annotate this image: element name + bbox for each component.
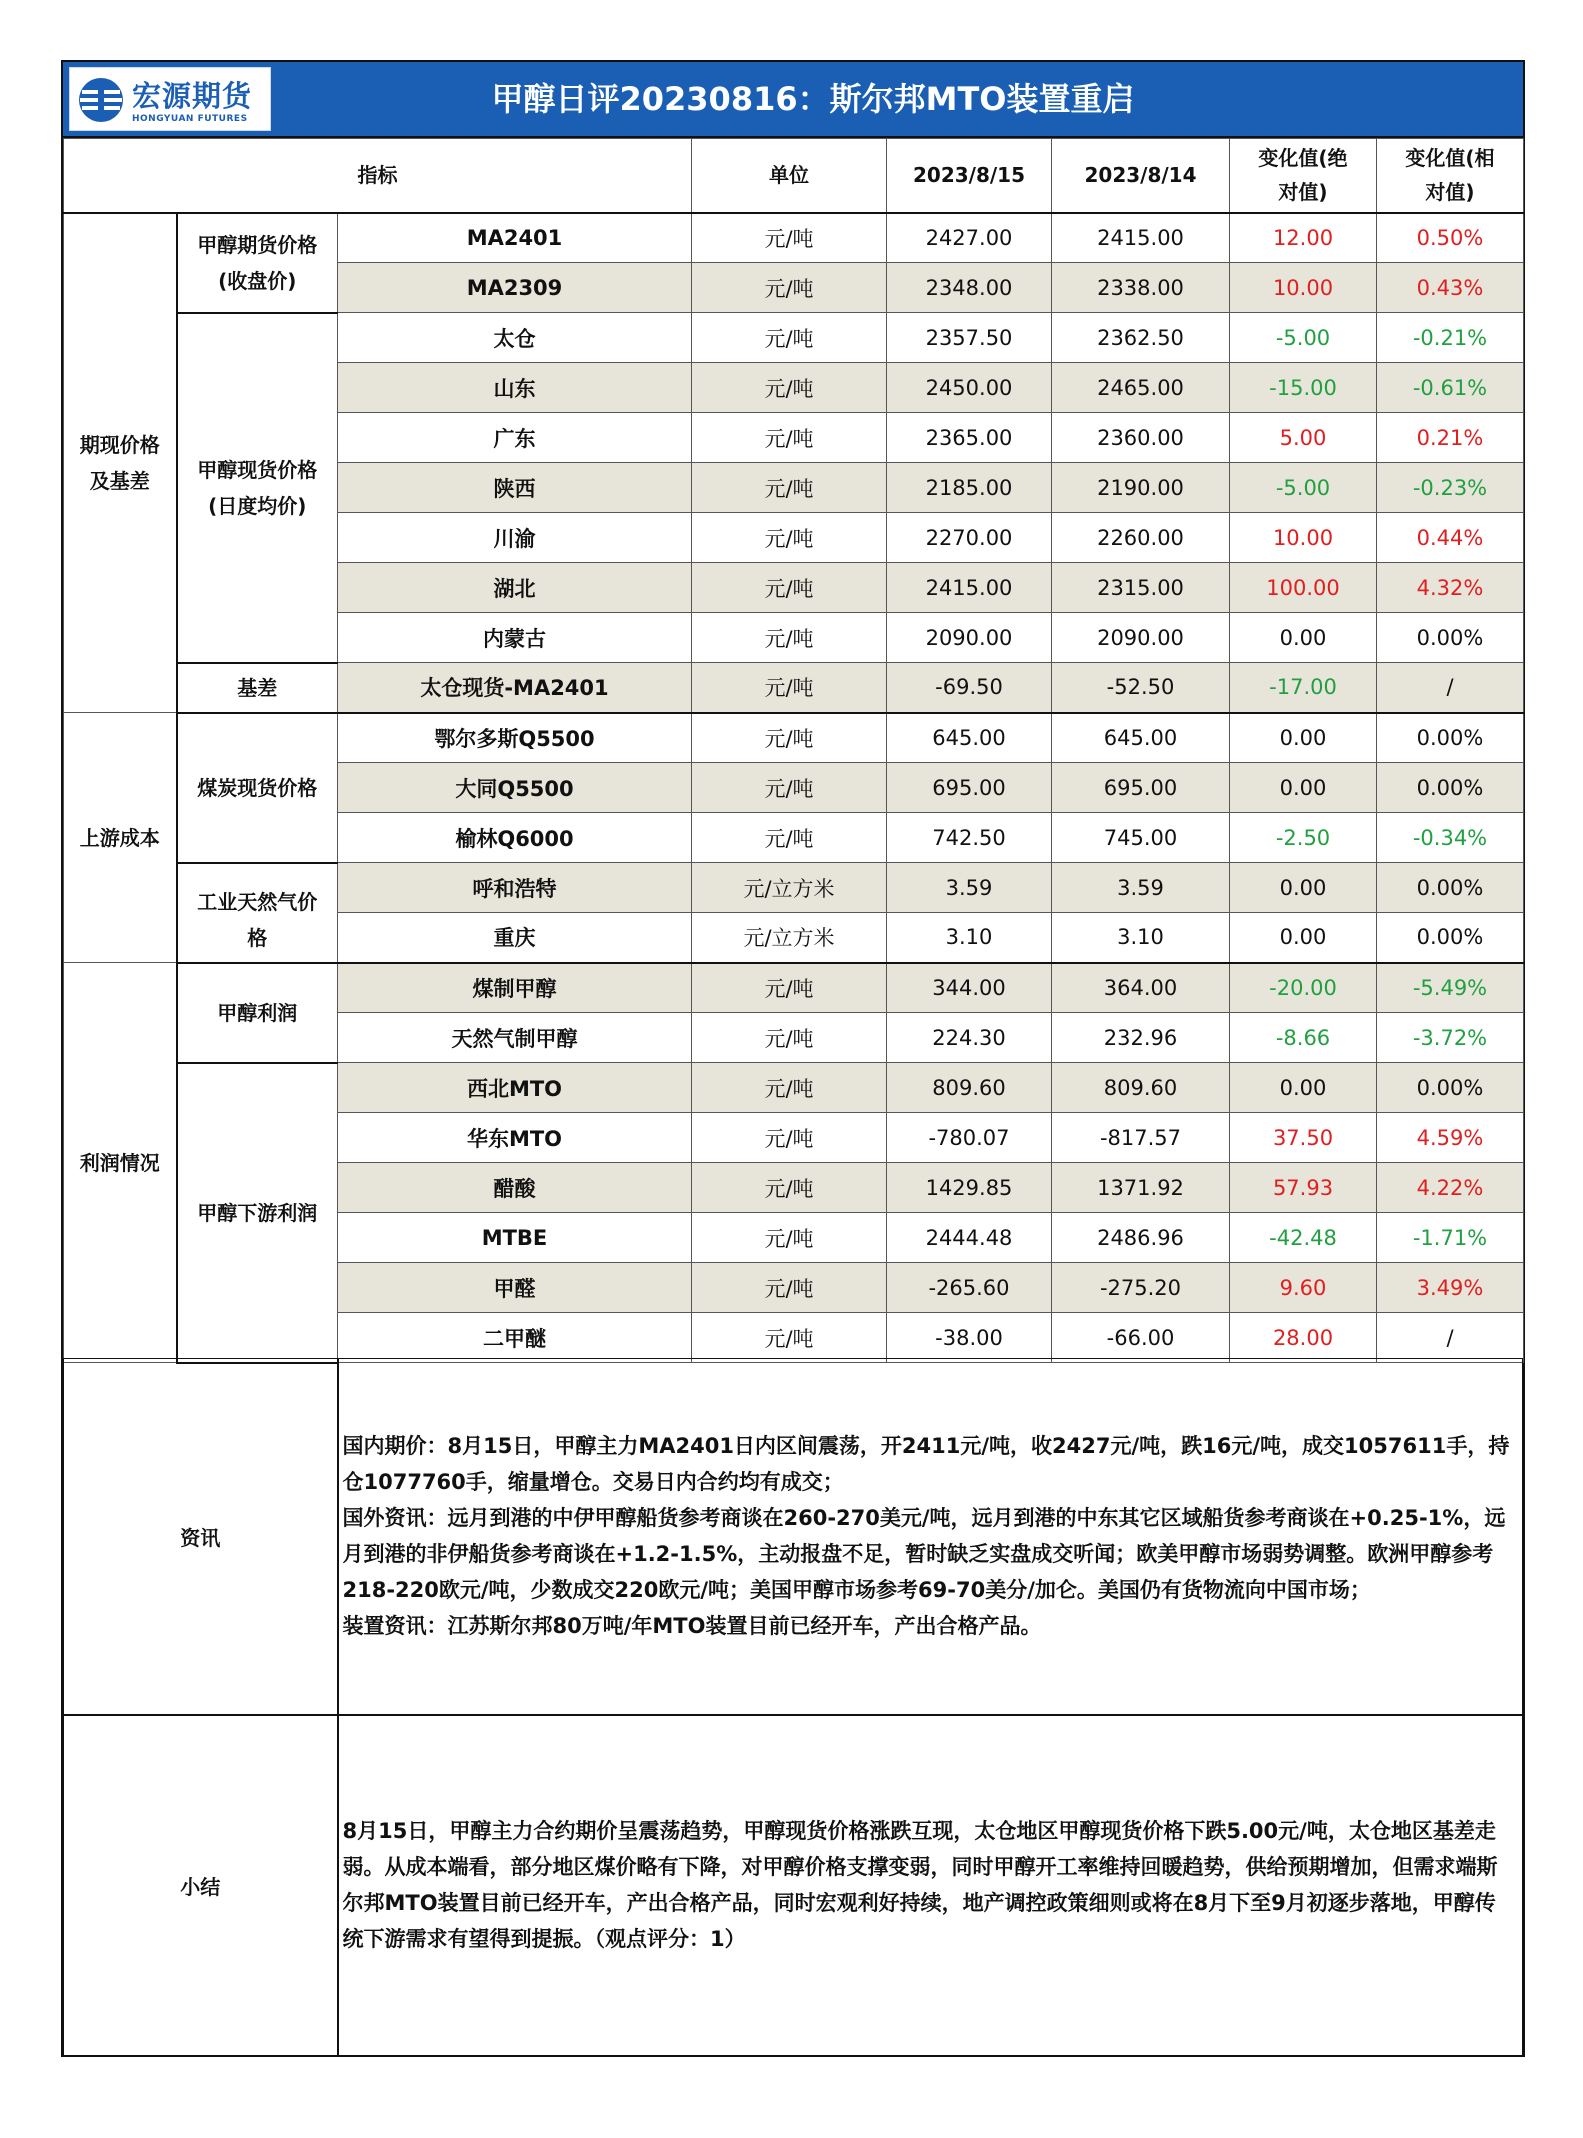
subcategory-label: 甲醇现货价格(日度均价): [177, 313, 338, 663]
indicator-name: 川渝: [338, 513, 692, 563]
page-title: 甲醇日评20230816：斯尔邦MTO装置重启: [491, 80, 1135, 118]
value-date-1: 3.10: [887, 913, 1052, 963]
abs-change-cell: 12.00: [1230, 213, 1377, 263]
value-date-1: 2450.00: [887, 363, 1052, 413]
unit-cell: 元/立方米: [692, 863, 887, 913]
value-date-1: 742.50: [887, 813, 1052, 863]
value-date-2: 2415.00: [1052, 213, 1230, 263]
indicator-name: 重庆: [338, 913, 692, 963]
value-date-2: 2090.00: [1052, 613, 1230, 663]
indicator-name: MTBE: [338, 1213, 692, 1263]
unit-cell: 元/吨: [692, 513, 887, 563]
abs-change-cell: -15.00: [1230, 363, 1377, 413]
header-rel-change: 变化值(相对值): [1377, 139, 1524, 213]
rel-change-cell: -0.23%: [1377, 463, 1524, 513]
unit-cell: 元/吨: [692, 713, 887, 763]
value-date-1: 344.00: [887, 963, 1052, 1013]
table-row: [64, 713, 1524, 763]
value-date-1: 2348.00: [887, 263, 1052, 313]
news-body: [338, 1359, 1523, 1715]
indicator-name: 大同Q5500: [338, 763, 692, 813]
value-date-1: 2270.00: [887, 513, 1052, 563]
abs-change-cell: -8.66: [1230, 1013, 1377, 1063]
value-date-1: -69.50: [887, 663, 1052, 713]
rel-change-cell: 0.00%: [1377, 713, 1524, 763]
value-date-1: 1429.85: [887, 1163, 1052, 1213]
value-date-1: 2185.00: [887, 463, 1052, 513]
unit-cell: 元/吨: [692, 1063, 887, 1113]
logo-mark-icon: [76, 76, 126, 124]
news-paragraph: 国外资讯：远月到港的中伊甲醇船货参考商谈在260-270美元/吨，远月到港的中东其它区域船货参考商谈在+0.25-1%，远月到港的非伊船货参考商谈在+1.2-1.5%，主动报盘不足，暂时缺乏实盘成交听闻；欧美甲醇市场弱势调整。欧洲甲醇参考218-220欧元/吨，少数成交220欧元/吨；美国甲醇市场参考69-70美分/加仑。美国仍有货物流向中国市场；: [342, 1506, 1506, 1603]
value-date-2: 2315.00: [1052, 563, 1230, 613]
subcategory-label: 甲醇期货价格(收盘价): [177, 213, 338, 313]
value-date-1: 2427.00: [887, 213, 1052, 263]
abs-change-cell: -5.00: [1230, 463, 1377, 513]
rel-change-cell: 4.32%: [1377, 563, 1524, 613]
unit-cell: 元/吨: [692, 763, 887, 813]
value-date-2: 364.00: [1052, 963, 1230, 1013]
rel-change-cell: -1.71%: [1377, 1213, 1524, 1263]
abs-change-cell: -20.00: [1230, 963, 1377, 1013]
rel-change-cell: 0.43%: [1377, 263, 1524, 313]
indicator-name: 榆林Q6000: [338, 813, 692, 863]
value-date-2: 3.10: [1052, 913, 1230, 963]
indicator-name: 山东: [338, 363, 692, 413]
unit-cell: 元/吨: [692, 1163, 887, 1213]
value-date-1: 2090.00: [887, 613, 1052, 663]
indicator-name: MA2309: [338, 263, 692, 313]
abs-change-cell: 0.00: [1230, 863, 1377, 913]
value-date-1: 2444.48: [887, 1213, 1052, 1263]
subcategory-label: 煤炭现货价格: [177, 713, 338, 863]
logo-chinese-name: 宏源期货: [132, 79, 253, 113]
indicator-name: 鄂尔多斯Q5500: [338, 713, 692, 763]
value-date-1: 224.30: [887, 1013, 1052, 1063]
table-row: [64, 863, 1524, 913]
subcategory-label: 甲醇利润: [177, 963, 338, 1063]
indicator-name: 陕西: [338, 463, 692, 513]
indicator-name: MA2401: [338, 213, 692, 263]
rel-change-cell: -0.61%: [1377, 363, 1524, 413]
table-header-row: [64, 139, 1524, 213]
category-label: 期现价格及基差: [64, 213, 177, 713]
rel-change-cell: 0.00%: [1377, 613, 1524, 663]
abs-change-cell: 0.00: [1230, 913, 1377, 963]
abs-change-cell: 28.00: [1230, 1313, 1377, 1363]
indicator-name: 华东MTO: [338, 1113, 692, 1163]
abs-change-cell: 0.00: [1230, 713, 1377, 763]
summary-row: [64, 1715, 1523, 2056]
table-row: [64, 963, 1524, 1013]
indicator-name: 湖北: [338, 563, 692, 613]
abs-change-cell: -2.50: [1230, 813, 1377, 863]
value-date-1: -265.60: [887, 1263, 1052, 1313]
value-date-1: -38.00: [887, 1313, 1052, 1363]
summary-body: 8月15日，甲醇主力合约期价呈震荡趋势，甲醇现货价格涨跌互现，太仓地区甲醇现货价格下跌5.00元/吨，太仓地区基差走弱。从成本端看，部分地区煤价略有下降，对甲醇价格支撑变弱，同时甲醇开工率维持回暖趋势，供给预期增加，但需求端斯尔邦MTO装置目前已经开车，产出合格产品，同时宏观利好持续，地产调控政策细则或将在8月下至9月初逐步落地，甲醇传统下游需求有望得到提振。（观点评分：1）: [338, 1715, 1523, 2056]
abs-change-cell: 57.93: [1230, 1163, 1377, 1213]
unit-cell: 元/立方米: [692, 913, 887, 963]
unit-cell: 元/吨: [692, 213, 887, 263]
report-sheet: [61, 60, 1525, 2057]
subcategory-label: 甲醇下游利润: [177, 1063, 338, 1363]
header-unit: 单位: [692, 139, 887, 213]
unit-cell: 元/吨: [692, 1263, 887, 1313]
value-date-2: 3.59: [1052, 863, 1230, 913]
unit-cell: 元/吨: [692, 1113, 887, 1163]
news-label: 资讯: [64, 1359, 338, 1715]
value-date-2: -66.00: [1052, 1313, 1230, 1363]
unit-cell: 元/吨: [692, 413, 887, 463]
value-date-2: 2486.96: [1052, 1213, 1230, 1263]
rel-change-cell: 0.50%: [1377, 213, 1524, 263]
unit-cell: 元/吨: [692, 613, 887, 663]
subcategory-label: 基差: [177, 663, 338, 713]
value-date-1: 2357.50: [887, 313, 1052, 363]
value-date-2: 645.00: [1052, 713, 1230, 763]
header-abs-change: 变化值(绝对值): [1230, 139, 1377, 213]
indicator-name: 呼和浩特: [338, 863, 692, 913]
rel-change-cell: 0.00%: [1377, 1063, 1524, 1113]
table-row: [64, 313, 1524, 363]
abs-change-cell: 0.00: [1230, 1063, 1377, 1113]
value-date-2: 695.00: [1052, 763, 1230, 813]
company-logo: [69, 67, 271, 131]
abs-change-cell: 10.00: [1230, 263, 1377, 313]
value-date-1: 695.00: [887, 763, 1052, 813]
unit-cell: 元/吨: [692, 313, 887, 363]
rel-change-cell: 4.22%: [1377, 1163, 1524, 1213]
table-row: [64, 1063, 1524, 1113]
rel-change-cell: 0.21%: [1377, 413, 1524, 463]
indicator-name: 醋酸: [338, 1163, 692, 1213]
value-date-1: 809.60: [887, 1063, 1052, 1113]
value-date-2: 2360.00: [1052, 413, 1230, 463]
indicator-name: 天然气制甲醇: [338, 1013, 692, 1063]
news-row: [64, 1359, 1523, 1715]
category-label: 利润情况: [64, 963, 177, 1363]
commentary-table: [63, 1358, 1523, 2056]
abs-change-cell: -5.00: [1230, 313, 1377, 363]
rel-change-cell: /: [1377, 1313, 1524, 1363]
value-date-2: 809.60: [1052, 1063, 1230, 1113]
value-date-1: 2365.00: [887, 413, 1052, 463]
abs-change-cell: -42.48: [1230, 1213, 1377, 1263]
header-date-2: 2023/8/14: [1052, 139, 1230, 213]
value-date-1: 2415.00: [887, 563, 1052, 613]
news-paragraph: 装置资讯：江苏斯尔邦80万吨/年MTO装置目前已经开车，产出合格产品。: [342, 1614, 1042, 1639]
table-row: [64, 213, 1524, 263]
unit-cell: 元/吨: [692, 263, 887, 313]
table-body: [64, 213, 1524, 1363]
unit-cell: 元/吨: [692, 1213, 887, 1263]
rel-change-cell: -5.49%: [1377, 963, 1524, 1013]
value-date-2: 1371.92: [1052, 1163, 1230, 1213]
value-date-2: 2338.00: [1052, 263, 1230, 313]
indicator-name: 内蒙古: [338, 613, 692, 663]
rel-change-cell: 0.00%: [1377, 913, 1524, 963]
indicator-table: [63, 138, 1524, 1364]
rel-change-cell: 3.49%: [1377, 1263, 1524, 1313]
unit-cell: 元/吨: [692, 1013, 887, 1063]
rel-change-cell: 0.00%: [1377, 863, 1524, 913]
unit-cell: 元/吨: [692, 363, 887, 413]
news-paragraph: 国内期价：8月15日，甲醇主力MA2401日内区间震荡，开2411元/吨，收2427元/吨，跌16元/吨，成交1057611手，持仓1077760手，缩量增仓。交易日内合约均有成交；: [342, 1434, 1510, 1495]
abs-change-cell: -17.00: [1230, 663, 1377, 713]
rel-change-cell: /: [1377, 663, 1524, 713]
abs-change-cell: 37.50: [1230, 1113, 1377, 1163]
logo-english-name: HONGYUAN FUTURES: [132, 114, 248, 124]
rel-change-cell: 0.00%: [1377, 763, 1524, 813]
summary-label: 小结: [64, 1715, 338, 2056]
unit-cell: 元/吨: [692, 813, 887, 863]
table-row: [64, 663, 1524, 713]
value-date-2: -52.50: [1052, 663, 1230, 713]
abs-change-cell: 0.00: [1230, 613, 1377, 663]
abs-change-cell: 0.00: [1230, 763, 1377, 813]
indicator-name: 煤制甲醇: [338, 963, 692, 1013]
title-bar: [63, 62, 1523, 138]
value-date-2: 2190.00: [1052, 463, 1230, 513]
rel-change-cell: 4.59%: [1377, 1113, 1524, 1163]
unit-cell: 元/吨: [692, 563, 887, 613]
indicator-name: 甲醛: [338, 1263, 692, 1313]
rel-change-cell: -0.21%: [1377, 313, 1524, 363]
indicator-name: 太仓: [338, 313, 692, 363]
unit-cell: 元/吨: [692, 463, 887, 513]
subcategory-label: 工业天然气价格: [177, 863, 338, 963]
unit-cell: 元/吨: [692, 1313, 887, 1363]
value-date-1: -780.07: [887, 1113, 1052, 1163]
category-label: 上游成本: [64, 713, 177, 963]
abs-change-cell: 100.00: [1230, 563, 1377, 613]
header-date-1: 2023/8/15: [887, 139, 1052, 213]
indicator-name: 太仓现货-MA2401: [338, 663, 692, 713]
value-date-2: 2260.00: [1052, 513, 1230, 563]
abs-change-cell: 10.00: [1230, 513, 1377, 563]
abs-change-cell: 5.00: [1230, 413, 1377, 463]
abs-change-cell: 9.60: [1230, 1263, 1377, 1313]
value-date-2: 2465.00: [1052, 363, 1230, 413]
value-date-2: 232.96: [1052, 1013, 1230, 1063]
value-date-2: 2362.50: [1052, 313, 1230, 363]
value-date-2: 745.00: [1052, 813, 1230, 863]
rel-change-cell: -3.72%: [1377, 1013, 1524, 1063]
unit-cell: 元/吨: [692, 963, 887, 1013]
rel-change-cell: -0.34%: [1377, 813, 1524, 863]
value-date-2: -275.20: [1052, 1263, 1230, 1313]
value-date-1: 645.00: [887, 713, 1052, 763]
value-date-1: 3.59: [887, 863, 1052, 913]
header-indicator: 指标: [64, 139, 692, 213]
value-date-2: -817.57: [1052, 1113, 1230, 1163]
indicator-name: 西北MTO: [338, 1063, 692, 1113]
indicator-name: 二甲醚: [338, 1313, 692, 1363]
unit-cell: 元/吨: [692, 663, 887, 713]
rel-change-cell: 0.44%: [1377, 513, 1524, 563]
indicator-name: 广东: [338, 413, 692, 463]
